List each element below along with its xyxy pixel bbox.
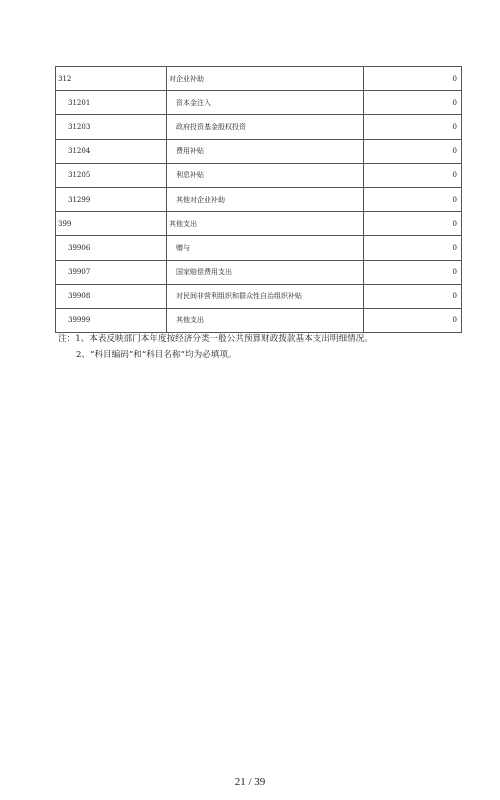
amount-cell: 0 [364,236,462,260]
amount-cell: 0 [364,67,462,91]
table-row [56,212,462,236]
note-line-1: 注：1、本表反映部门本年度按经济分类一般公共预算财政拨款基本支出明细情况。 [58,334,373,344]
amount-cell: 0 [364,284,462,308]
subject-name-cell: 对民间非营利组织和群众性自治组织补贴 [167,284,364,308]
table-row [56,260,462,284]
subject-code-cell: 39908 [56,284,167,308]
subject-code-cell: 31203 [56,115,167,139]
table-row [56,139,462,163]
subject-name-cell: 政府投资基金股权投资 [167,115,364,139]
subject-name-cell: 国家赔偿费用支出 [167,260,364,284]
subject-code-cell: 39907 [56,260,167,284]
table-notes [58,331,478,363]
amount-cell: 0 [364,308,462,332]
subject-code-cell: 31205 [56,163,167,187]
subject-name-cell: 赠与 [167,236,364,260]
table-row [56,67,462,91]
subject-name-cell: 利息补贴 [167,163,364,187]
subject-code-cell: 31204 [56,139,167,163]
table-body [56,67,462,333]
table-row [56,115,462,139]
table-row [56,284,462,308]
subject-name-cell: 费用补贴 [167,139,364,163]
table-row [56,308,462,332]
amount-cell: 0 [364,260,462,284]
subject-name-cell: 其他支出 [167,212,364,236]
subject-name-cell: 资本金注入 [167,91,364,115]
subject-code-cell: 31201 [56,91,167,115]
amount-cell: 0 [364,187,462,211]
table-row [56,187,462,211]
table-row [56,163,462,187]
amount-cell: 0 [364,91,462,115]
amount-cell: 0 [364,115,462,139]
subject-name-cell: 对企业补助 [167,67,364,91]
page-number: 21 / 39 [234,776,266,788]
subject-code-cell: 39999 [56,308,167,332]
subject-name-cell: 其他支出 [167,308,364,332]
table-row [56,236,462,260]
note-line-2: 2、“科目编码”和“科目名称”均为必填项。 [76,350,237,360]
amount-cell: 0 [364,163,462,187]
subject-name-cell: 其他对企业补助 [167,187,364,211]
subject-code-cell: 312 [56,67,167,91]
subject-code-cell: 31299 [56,187,167,211]
amount-cell: 0 [364,212,462,236]
table-row [56,91,462,115]
subject-code-cell: 399 [56,212,167,236]
subject-code-cell: 39906 [56,236,167,260]
amount-cell: 0 [364,139,462,163]
expenditure-detail-table [55,66,462,333]
